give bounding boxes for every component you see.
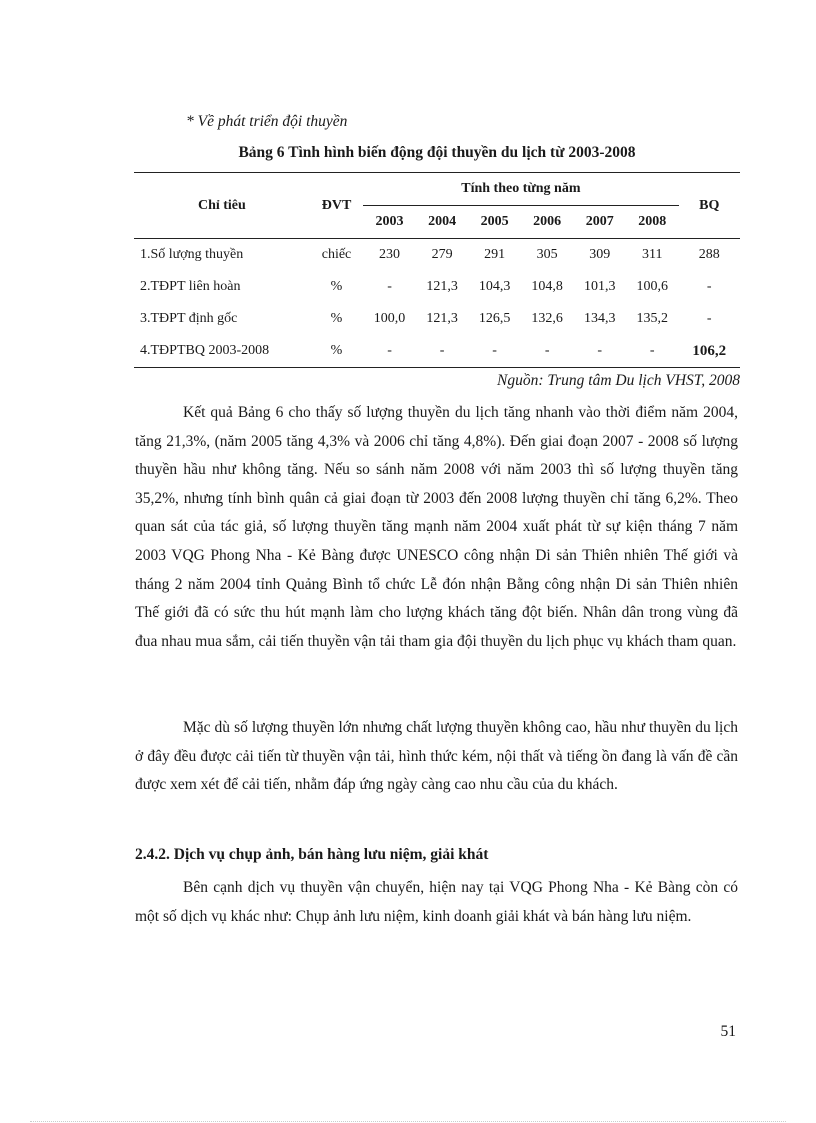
- row-value: 291: [468, 239, 521, 272]
- row-value: -: [363, 335, 416, 368]
- row-average: -: [706, 279, 712, 294]
- row-value: -: [573, 335, 626, 368]
- row-indicator: 4.TĐPTBQ 2003-2008: [134, 335, 310, 368]
- row-value: 104,8: [531, 279, 563, 294]
- paragraph: Bên cạnh dịch vụ thuyền vận chuyển, hiện nay tại VQG Phong Nha - Kẻ Bàng còn có một số dịch vụ khác như: Chụp ảnh lưu niệm, kinh doanh giải khát và bán hàng lưu niệm.: [135, 879, 738, 925]
- row-value: -: [416, 335, 469, 368]
- page-number: 51: [720, 1023, 736, 1040]
- row-unit: %: [330, 311, 343, 326]
- header-average: BQ: [679, 173, 740, 239]
- row-value: 100,0: [373, 311, 406, 326]
- header-year-group: Tính theo từng năm: [363, 173, 678, 206]
- row-unit: chiếc: [310, 239, 363, 272]
- header-unit: ĐVT: [310, 173, 363, 239]
- row-value: 309: [573, 239, 626, 272]
- row-value: -: [468, 335, 521, 368]
- row-indicator: 3.TĐPT định gốc: [140, 311, 238, 326]
- row-indicator: 2.TĐPT liên hoàn: [140, 279, 241, 294]
- table-row: [134, 303, 740, 335]
- header-year: 2004: [428, 214, 457, 229]
- row-value: -: [387, 279, 392, 294]
- row-value: 101,3: [583, 279, 616, 294]
- table-row: [134, 271, 740, 303]
- row-value: -: [521, 335, 574, 368]
- row-value: 126,5: [478, 311, 511, 326]
- header-year: 2003: [375, 214, 404, 229]
- row-average: 106,2: [679, 335, 740, 368]
- row-value: 121,3: [426, 279, 458, 294]
- row-value: 305: [521, 239, 574, 272]
- row-value: -: [626, 335, 679, 368]
- header-indicator: Chỉ tiêu: [134, 173, 310, 239]
- table-source: Nguồn: Trung tâm Du lịch VHST, 2008: [497, 372, 740, 389]
- row-unit: %: [310, 335, 363, 368]
- row-average: 288: [679, 239, 740, 272]
- header-year: 2006: [533, 214, 562, 229]
- row-indicator: 1.Số lượng thuyền: [134, 239, 310, 272]
- row-value: 121,3: [426, 311, 458, 326]
- row-value: 134,3: [583, 311, 616, 326]
- header-year: 2008: [638, 214, 667, 229]
- table-row: [134, 335, 740, 368]
- section-heading: 2.4.2. Dịch vụ chụp ảnh, bán hàng lưu niệm, giải khát: [135, 846, 489, 863]
- row-unit: %: [330, 279, 343, 294]
- header-year: 2007: [585, 214, 614, 229]
- table-title: Bảng 6 Tình hình biến động đội thuyền du lịch từ 2003-2008: [238, 144, 636, 161]
- paragraph: Mặc dù số lượng thuyền lớn nhưng chất lượng thuyền không cao, hầu như thuyền du lịch ở đây đều được cải tiến từ thuyền vận tải, hình thức kém, nội thất và tiếng ồn đang là vấn đề cần được xem xét để cải tiến, nhằm đáp ứng ngày càng cao nhu cầu của du khách.: [135, 719, 738, 794]
- header-year: 2005: [480, 214, 509, 229]
- row-average: -: [706, 311, 712, 326]
- table-row: [134, 239, 740, 272]
- row-value: 311: [626, 239, 679, 272]
- boat-fleet-table: [134, 172, 740, 368]
- row-value: 135,2: [636, 311, 668, 326]
- row-value: 230: [363, 239, 416, 272]
- paragraph: Kết quả Bảng 6 cho thấy số lượng thuyền du lịch tăng nhanh vào thời điểm năm 2004, tăng 21,3%, (năm 2005 tăng 4,3% và 2006 chỉ tăng 4,8%). Đến giai đoạn 2007 - 2008 số lượng thuyền hầu như không tăng. Nếu so sánh năm 2008 với năm 2003 thì số lượng thuyền tăng 35,2%, nhưng tính bình quân cả giai đoạn từ 2003 đến 2008 lượng thuyền chỉ tăng 6,2%. Theo quan sát của tác giả, số lượng thuyền tăng mạnh năm 2004 xuất phát từ sự kiện tháng 7 năm 2003 VQG Phong Nha - Kẻ Bàng được UNESCO công nhận Di sản Thiên nhiên Thế giới và tháng 2 năm 2004 tỉnh Quảng Bình tổ chức Lễ đón nhận Bằng công nhận Di sản Thiên nhiên Thế giới đã có sức thu hút mạnh làm cho lượng khách tăng đột biến. Nhân dân trong vùng đã đua nhau mua sắm, cải tiến thuyền vận tải tham gia đội thuyền du lịch phục vụ khách tham quan.: [135, 404, 738, 650]
- section-intro: * Về phát triển đội thuyền: [186, 113, 348, 130]
- row-value: 132,6: [531, 311, 563, 326]
- page-bottom-rule: [30, 1121, 786, 1122]
- row-value: 279: [416, 239, 469, 272]
- row-value: 100,6: [636, 279, 668, 294]
- row-value: 104,3: [478, 279, 511, 294]
